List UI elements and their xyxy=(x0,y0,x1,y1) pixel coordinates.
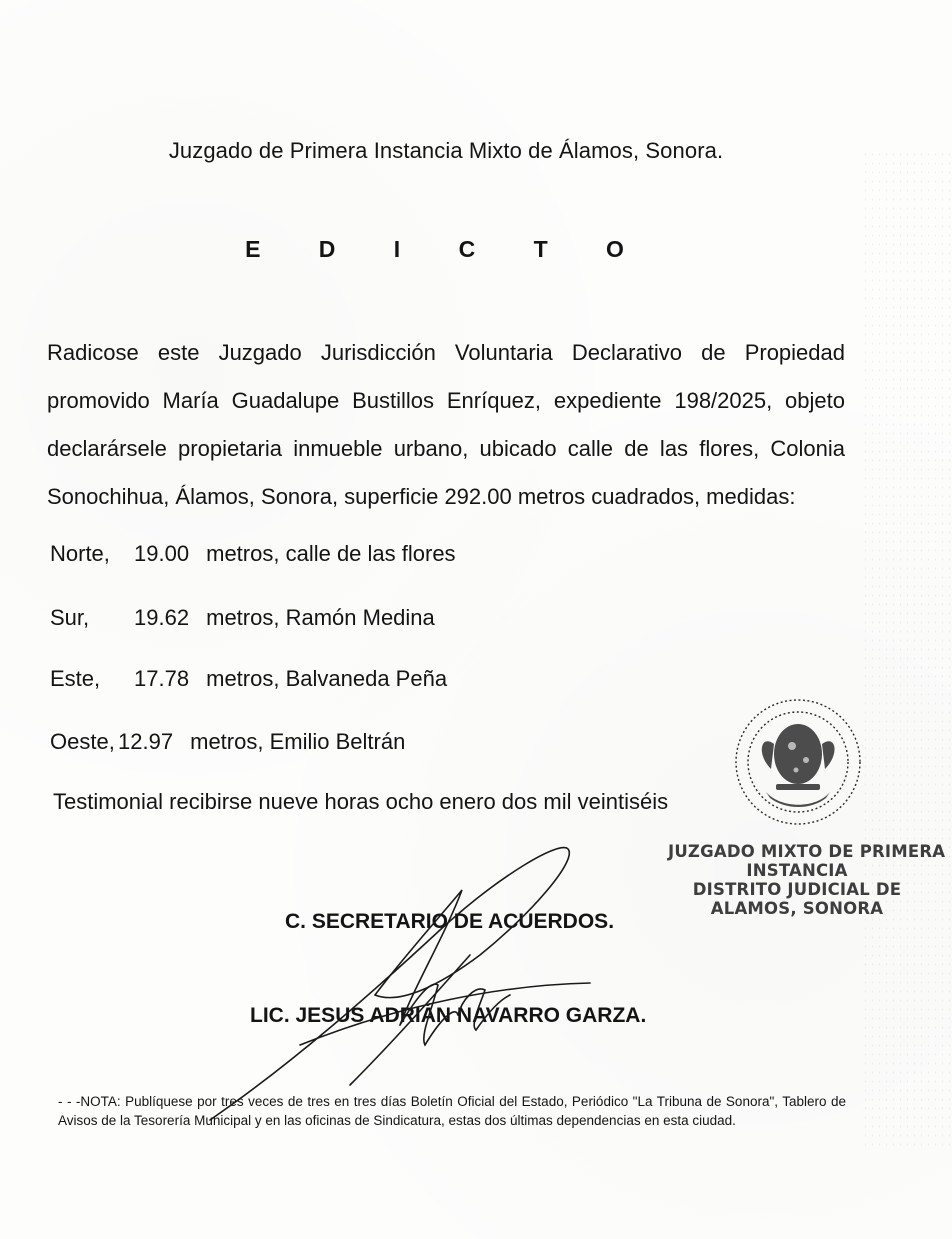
measure-length: 17.78 xyxy=(134,666,190,691)
measure-length: 19.00 xyxy=(134,541,190,566)
body-paragraph: Radicose este Juzgado Jurisdicción Voluntaria Declarativo de Propiedad promovido María Guadalupe Bustillos Enríquez, expediente 198/2025, objeto declarársele propietaria inmueble urbano, ubicado calle de las flores, Colonia Sonochihua, Álamos, Sonora, superficie 292.00 metros cuadrados, medidas: xyxy=(47,340,845,509)
measure-length: 12.97 xyxy=(118,729,174,754)
stamp-line: INSTANCIA xyxy=(746,861,848,880)
measure-detail: metros, Emilio Beltrán xyxy=(190,729,406,754)
measure-direction: Norte, xyxy=(50,541,110,566)
measure-direction: Este, xyxy=(50,666,101,691)
stamp-line: JUZGADO MIXTO DE PRIMERA xyxy=(668,842,946,861)
document-title: E D I C T O xyxy=(245,236,650,262)
measure-detail: metros, calle de las flores xyxy=(206,541,456,566)
measure-row-north xyxy=(50,541,456,567)
signer-role: C. SECRETARIO DE ACUERDOS. xyxy=(285,910,615,933)
stamp-line: ALAMOS, SONORA xyxy=(710,899,884,918)
measure-detail: metros, Ramón Medina xyxy=(206,605,435,630)
measure-length: 19.62 xyxy=(134,605,190,630)
stamp-line: DISTRITO JUDICIAL DE xyxy=(692,880,902,899)
coat-of-arms-seal-icon xyxy=(726,684,871,839)
measure-direction: Sur, xyxy=(50,605,90,630)
handwritten-signature xyxy=(200,835,620,1125)
court-header: Juzgado de Primera Instancia Mixto de Álamos, Sonora. xyxy=(168,138,724,163)
measure-direction: Oeste, xyxy=(50,729,115,754)
measure-row-south xyxy=(50,605,435,631)
publication-note: - - -NOTA: Publíquese por tres veces de tres en tres días Boletín Oficial del Estado, Periódico "La Tribuna de Sonora", Tablero de Avisos de la Tesorería Municipal y en las oficinas de Sindicatura, estas dos últimas dependencias en esta ciudad. xyxy=(58,1094,846,1128)
measure-detail: metros, Balvaneda Peña xyxy=(206,666,448,691)
measure-row-west xyxy=(50,729,405,755)
signer-name: LIC. JESUS ADRIÁN NAVARRO GARZA. xyxy=(250,1004,647,1027)
scan-noise xyxy=(862,150,952,1150)
measure-row-east xyxy=(50,666,447,692)
testimonial-line: Testimonial recibirse nueve horas ocho enero dos mil veintiséis xyxy=(53,789,669,814)
court-stamp xyxy=(668,842,946,918)
